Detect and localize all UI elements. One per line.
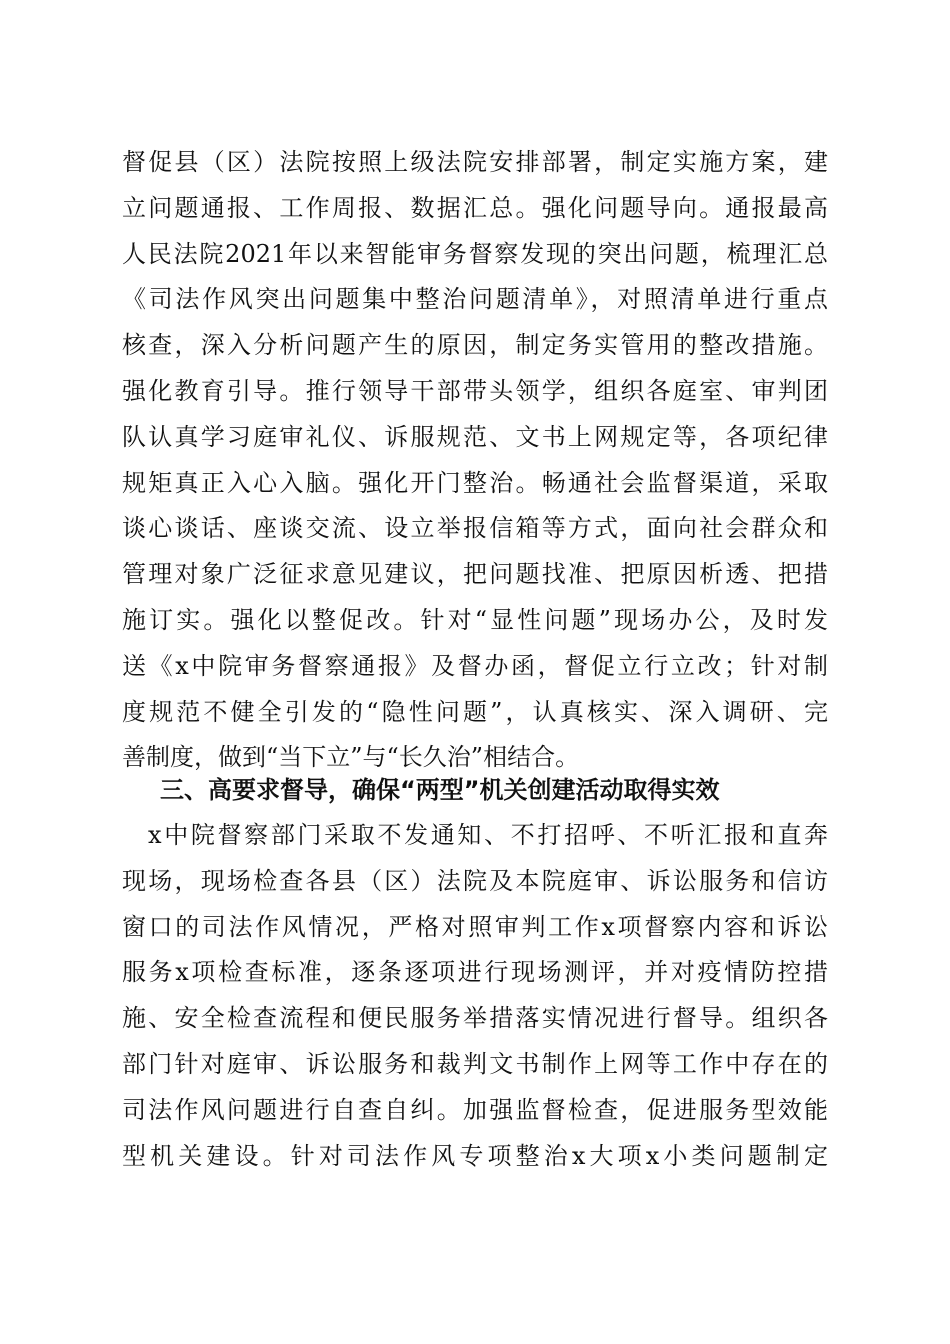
body-paragraph-2 [122, 813, 828, 1179]
paragraph-line: 核查，深入分析问题产生的原因，制定务实管用的整改措施。 [122, 331, 828, 360]
paragraph-line: 督促县（区）法院按照上级法院安排部署，制定实施方案，建 [122, 148, 828, 176]
paragraph-line: 强化教育引导。推行领导干部带头领学，组织各庭室、审判团 [122, 376, 828, 405]
paragraph-line: 谈心谈话、座谈交流、设立举报信箱等方式，面向社会群众和 [122, 514, 828, 543]
paragraph-line: 《司法作风突出问题集中整治问题清单》，对照清单进行重点 [122, 285, 828, 314]
paragraph-line: 度规范不健全引发的“隐性问题”，认真核实、深入调研、完 [122, 697, 828, 726]
section-heading: 三、高要求督导，确保“两型”机关创建活动取得实效 [160, 776, 720, 804]
paragraph-line: 施、安全检查流程和便民服务举措落实情况进行督导。组织各 [122, 1004, 828, 1033]
body-paragraph-1 [122, 140, 828, 781]
paragraph-line: 服务x项检查标准，逐条逐项进行现场测评，并对疫情防控措 [122, 958, 828, 987]
paragraph-line: 规矩真正入心入脑。强化开门整治。畅通社会监督渠道，采取 [122, 468, 828, 497]
paragraph-line: 人民法院2021年以来智能审务督察发现的突出问题，梳理汇总 [122, 239, 828, 268]
paragraph-line: 司法作风问题进行自查自纠。加强监督检查，促进服务型效能 [122, 1095, 828, 1124]
paragraph-line: 现场，现场检查各县（区）法院及本院庭审、诉讼服务和信访 [122, 866, 828, 895]
paragraph-line: 窗口的司法作风情况，严格对照审判工作x项督察内容和诉讼 [122, 912, 828, 941]
paragraph-line: x中院督察部门采取不发通知、不打招呼、不听汇报和直奔 [148, 821, 828, 849]
paragraph-line: 送《x中院审务督察通报》及督办函，督促立行立改；针对制 [122, 651, 828, 680]
paragraph-line: 施订实。强化以整促改。针对“显性问题”现场办公，及时发 [122, 605, 828, 634]
paragraph-line: 型机关建设。针对司法作风专项整治x大项x小类问题制定 [122, 1141, 828, 1170]
paragraph-line: 善制度，做到“当下立”与“长久治”相结合。 [122, 743, 580, 772]
paragraph-line: 立问题通报、工作周报、数据汇总。强化问题导向。通报最高 [122, 193, 828, 222]
paragraph-line: 管理对象广泛征求意见建议，把问题找准、把原因析透、把措 [122, 560, 828, 589]
paragraph-line: 队认真学习庭审礼仪、诉服规范、文书上网规定等，各项纪律 [122, 422, 828, 451]
paragraph-line: 部门针对庭审、诉讼服务和裁判文书制作上网等工作中存在的 [122, 1049, 828, 1078]
